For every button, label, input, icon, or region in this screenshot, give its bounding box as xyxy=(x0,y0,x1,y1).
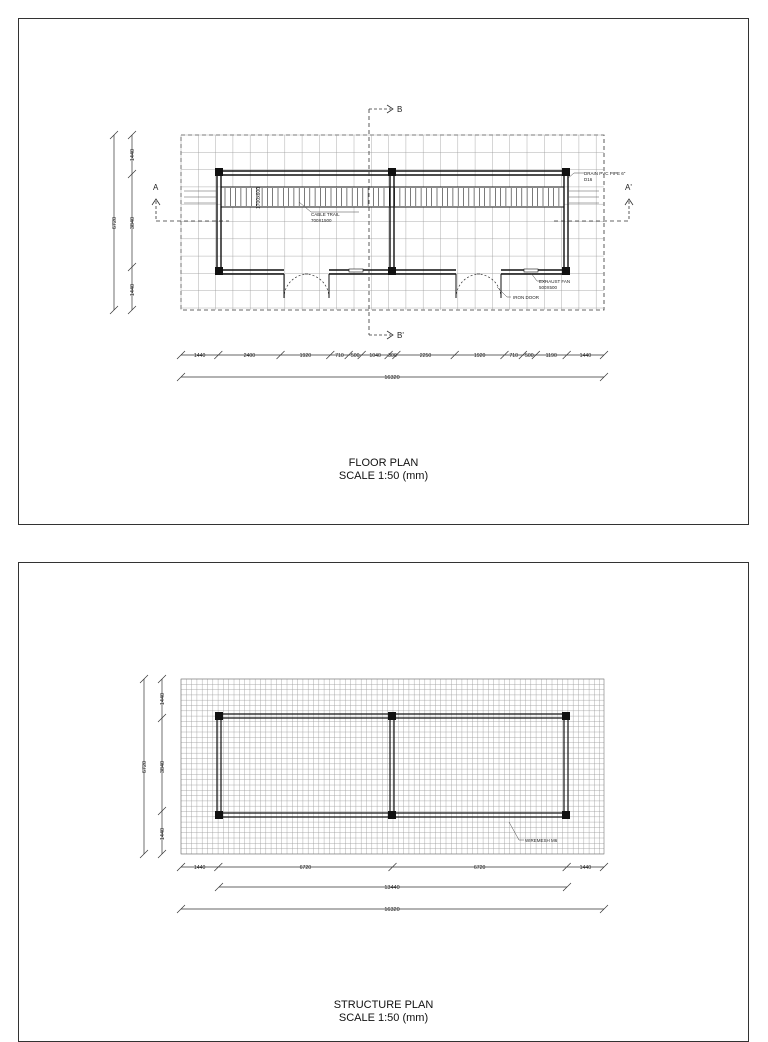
horizontal-dimension: 710 xyxy=(509,353,518,359)
horizontal-dimension: 300 xyxy=(388,353,397,359)
horizontal-dimension: 1440 xyxy=(579,353,592,359)
horizontal-dimension: 1440 xyxy=(579,865,592,871)
vertical-dimension-texts xyxy=(112,149,136,296)
overall-dimension: 16320 xyxy=(384,907,400,913)
floor-plan-title: FLOOR PLAN xyxy=(348,457,419,469)
drain-label: DRAIN PVC PIPE 6" xyxy=(584,171,626,176)
horizontal-dimension: 6720 xyxy=(473,865,486,871)
horizontal-dimension: 710 xyxy=(335,353,344,359)
floor-plan-title-block xyxy=(19,457,748,483)
vertical-dimension: 1440 xyxy=(160,692,166,706)
vertical-dimension: 3840 xyxy=(130,216,136,230)
horizontal-dimension: 500 xyxy=(350,353,360,359)
exhaust-fan-label: EXHAUST FAN xyxy=(539,279,571,284)
wiremesh-grid xyxy=(181,679,604,854)
horizontal-dimension: 1440 xyxy=(193,865,206,871)
section-mark-b: B xyxy=(397,105,403,114)
horizontal-dimension-chain xyxy=(177,863,608,871)
middle-dimension: 13440 xyxy=(384,885,400,891)
horizontal-dimension-chain xyxy=(177,351,608,359)
door-jambs xyxy=(284,274,501,298)
iron-door-label: IRON DOOR xyxy=(513,295,540,300)
vertical-total-dimension: 6720 xyxy=(112,216,118,230)
cable-trail-label: CABLE TRAIL xyxy=(311,212,340,217)
wiremesh-leader xyxy=(509,822,524,840)
floor-plan-drawing xyxy=(19,19,749,525)
wall-opening xyxy=(349,269,363,272)
wiremesh-label: WIREMESH M6 xyxy=(525,838,558,843)
horizontal-dimension: 1440 xyxy=(193,353,206,359)
section-mark-b-prime: B' xyxy=(397,331,404,340)
floor-plan-sheet xyxy=(18,18,749,525)
opening-label: 1700x600 xyxy=(256,187,262,209)
structure-plan-sheet xyxy=(18,562,749,1042)
structure-plan-scale: SCALE 1:50 (mm) xyxy=(338,1012,429,1024)
vertical-dimension: 3840 xyxy=(160,760,166,774)
horizontal-dimension: 2400 xyxy=(243,353,256,359)
structure-plan-drawing xyxy=(19,563,749,1042)
structure-plan-title: STRUCTURE PLAN xyxy=(333,999,434,1011)
beams xyxy=(217,714,568,817)
vertical-dimension: 1440 xyxy=(160,827,166,841)
floor-plan-scale: SCALE 1:50 (mm) xyxy=(338,470,429,482)
horizontal-dimension: 6720 xyxy=(299,865,312,871)
cable-trail-size: 700X1500 xyxy=(311,218,332,223)
horizontal-dimension: 1040 xyxy=(369,353,381,359)
door-swings xyxy=(284,274,501,298)
section-mark-a: A xyxy=(153,183,159,192)
overall-dimension: 16320 xyxy=(384,375,400,381)
exhaust-fan-size: 500X500 xyxy=(539,285,558,290)
vertical-dimension: 1440 xyxy=(130,283,136,297)
drain-code: D16 xyxy=(584,177,593,182)
structure-plan-title-block xyxy=(19,999,748,1025)
horizontal-dimension: 1920 xyxy=(473,353,486,359)
vertical-dimension: 1440 xyxy=(130,148,136,162)
horizontal-dimension: 500 xyxy=(525,353,534,359)
walls xyxy=(217,171,568,274)
horizontal-dimension: 1190 xyxy=(545,353,557,359)
vertical-total-dimension: 6720 xyxy=(142,760,148,774)
horizontal-dimension: 2250 xyxy=(419,353,432,359)
section-mark-a-prime: A' xyxy=(625,183,632,192)
cable-trench xyxy=(221,187,564,207)
horizontal-dimension: 1920 xyxy=(299,353,312,359)
vertical-dimension-texts xyxy=(142,693,166,840)
exhaust-opening xyxy=(524,269,538,272)
columns xyxy=(215,712,570,819)
